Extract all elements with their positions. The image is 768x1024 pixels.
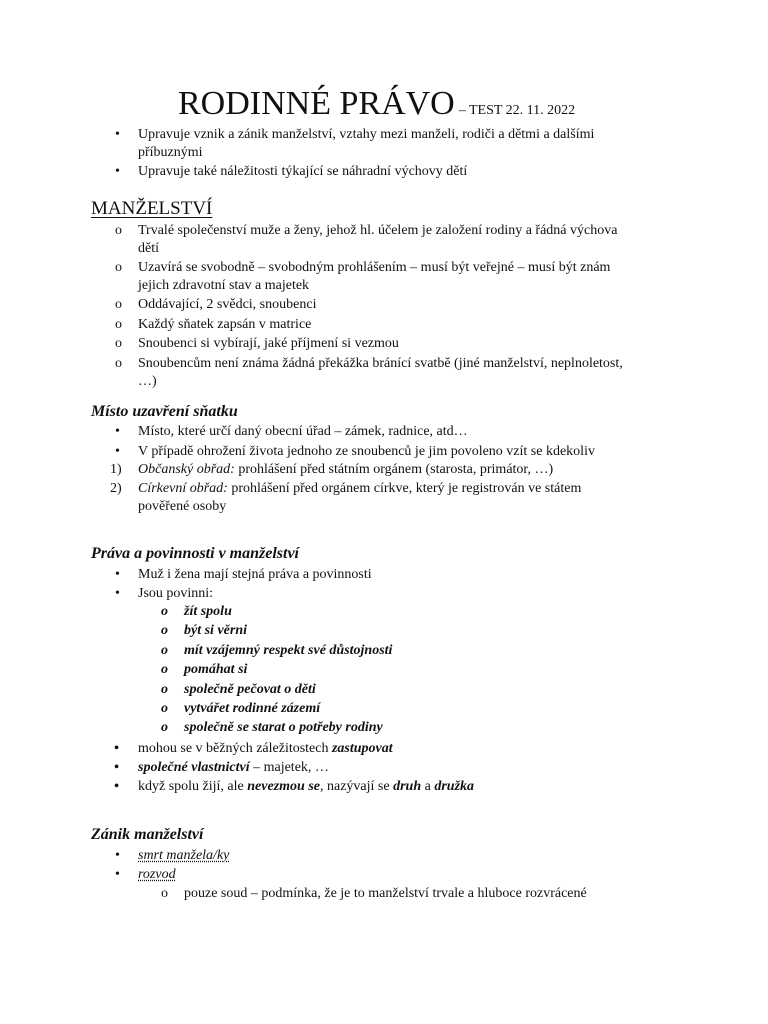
rights-bullet-4: [138, 759, 329, 777]
duty-6: vytvářet rodinné zázemí: [184, 701, 321, 716]
circle-marker: o: [161, 886, 168, 901]
section-heading-rights: Práva a povinnosti v manželství: [91, 545, 299, 562]
rights-bullet-5-emphasis-1: nevezmou se: [247, 779, 320, 794]
rights-bullet-5-emphasis-3: družka: [434, 779, 475, 794]
marriage-item-4: Každý sňatek zapsán v matrice: [138, 317, 312, 332]
bullet-marker: •: [115, 848, 120, 863]
place-numbered-2-cont: pověřené osoby: [138, 499, 227, 514]
rights-bullet-4-emphasis: společné vlastnictví: [138, 760, 250, 775]
marriage-item-3: Oddávající, 2 svědci, snoubenci: [138, 297, 317, 312]
rights-bullet-1: Muž i žena mají stejná práva a povinnosti: [138, 567, 372, 582]
circle-marker: o: [161, 701, 168, 716]
bullet-marker: •: [115, 586, 120, 601]
number-marker: 2): [110, 481, 122, 496]
bullet-marker: •: [115, 424, 120, 439]
circle-marker: o: [161, 643, 168, 658]
number-marker: 1): [110, 462, 122, 477]
marriage-item-2-line-1: Uzavírá se svobodně – svobodným prohlášením – musí být veřejné – musí být znám: [138, 260, 611, 275]
rights-bullet-5-text-3: a: [421, 779, 435, 794]
marriage-item-5: Snoubenci si vybírají, jaké příjmení si vezmou: [138, 336, 399, 351]
rights-bullet-5-emphasis-2: druh: [393, 779, 422, 794]
marriage-item-6-line-1: Snoubencům není známa žádná překážka bránící svatbě (jiné manželství, neplnoletost,: [138, 356, 623, 371]
dissolution-item-1: smrt manžela/ky: [138, 848, 230, 863]
circle-marker: o: [161, 604, 168, 619]
place-numbered-1: [138, 461, 553, 479]
rights-bullet-3-emphasis: zastupovat: [331, 741, 393, 756]
intro-item-1-line-2: příbuznými: [138, 145, 203, 160]
bullet-marker: •: [114, 741, 119, 756]
bullet-marker: •: [115, 127, 120, 142]
document-title: [178, 84, 575, 131]
circle-marker: o: [161, 682, 168, 697]
place-bullet-1: Místo, které určí daný obecní úřad – zámek, radnice, atd…: [138, 424, 468, 439]
circle-marker: o: [115, 297, 122, 312]
duty-7: společně se starat o potřeby rodiny: [184, 720, 383, 735]
place-numbered-2: [138, 480, 581, 498]
duty-4: pomáhat si: [184, 662, 248, 677]
rights-bullet-4-text: – majetek, …: [249, 760, 329, 775]
dissolution-item-2: rozvod: [138, 867, 176, 882]
duty-3: mít vzájemný respekt své důstojnosti: [184, 643, 393, 658]
circle-marker: o: [161, 623, 168, 638]
church-ceremony-term: Církevní obřad:: [138, 481, 228, 496]
circle-marker: o: [161, 662, 168, 677]
circle-marker: o: [115, 356, 122, 371]
section-heading-dissolution: Zánik manželství: [91, 826, 204, 843]
bullet-marker: •: [115, 444, 120, 459]
rights-bullet-5-text-2: , nazývají se: [319, 779, 394, 794]
church-ceremony-text: prohlášení před orgánem církve, který je registrován ve státem: [227, 481, 582, 496]
rights-bullet-3: [138, 740, 393, 758]
circle-marker: o: [115, 260, 122, 275]
rights-bullet-3-text: mohou se v běžných záležitostech: [138, 741, 332, 756]
circle-marker: o: [115, 317, 122, 332]
bullet-marker: •: [114, 760, 119, 775]
circle-marker: o: [115, 336, 122, 351]
title-subtitle: – TEST 22. 11. 2022: [458, 103, 576, 118]
civil-ceremony-text: prohlášení před státním orgánem (starosta, primátor, …): [234, 462, 554, 477]
bullet-marker: •: [115, 164, 120, 179]
rights-bullet-5-text-1: když spolu žijí, ale: [138, 779, 248, 794]
duty-1: žít spolu: [184, 604, 232, 619]
bullet-marker: •: [114, 779, 119, 794]
place-bullet-2: V případě ohrožení života jednoho ze snoubenců je jim povoleno vzít se kdekoliv: [138, 444, 595, 459]
marriage-item-1-line-1: Trvalé společenství muže a ženy, jehož hl. účelem je založení rodiny a řádná výchova: [138, 223, 618, 238]
bullet-marker: •: [115, 567, 120, 582]
section-heading-place: Místo uzavření sňatku: [91, 403, 238, 420]
dissolution-sub-item: pouze soud – podmínka, že je to manželství trvale a hluboce rozvrácené: [184, 886, 587, 901]
duty-5: společně pečovat o děti: [184, 682, 316, 697]
marriage-item-1-line-2: dětí: [138, 241, 159, 256]
duty-2: být si věrni: [184, 623, 247, 638]
marriage-item-6-line-2: …): [138, 374, 157, 389]
title-main: RODINNÉ PRÁVO: [178, 85, 455, 122]
rights-bullet-2: Jsou povinni:: [138, 586, 214, 601]
intro-item-2: Upravuje také náležitosti týkající se náhradní výchovy dětí: [138, 164, 468, 179]
circle-marker: o: [115, 223, 122, 238]
circle-marker: o: [161, 720, 168, 735]
rights-bullet-5: [138, 778, 474, 796]
bullet-marker: •: [115, 867, 120, 882]
section-heading-marriage: MANŽELSTVÍ: [91, 198, 213, 219]
civil-ceremony-term: Občanský obřad:: [138, 462, 235, 477]
marriage-item-2-line-2: jejich zdravotní stav a majetek: [138, 278, 310, 293]
intro-item-1-line-1: Upravuje vznik a zánik manželství, vztahy mezi manželi, rodiči a dětmi a dalšími: [138, 127, 595, 142]
